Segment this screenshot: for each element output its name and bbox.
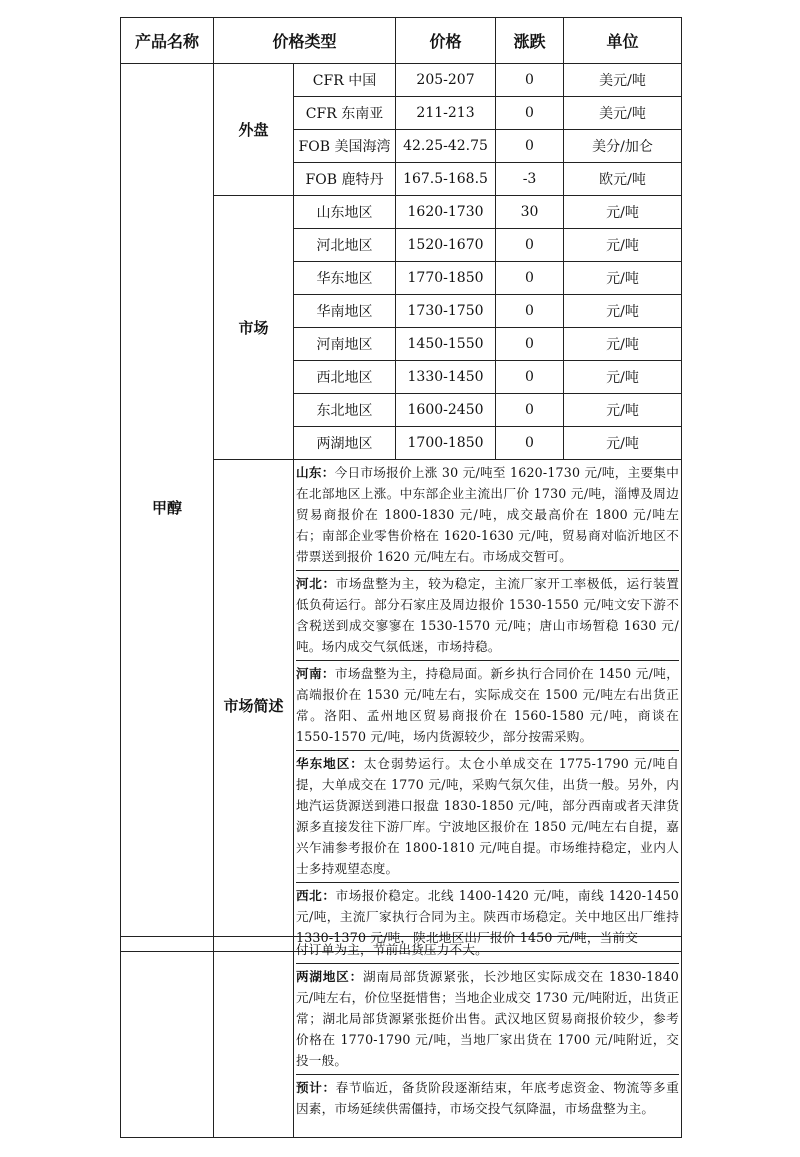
header-product-name: 产品名称 xyxy=(121,18,214,64)
unit-cell: 元/吨 xyxy=(564,262,682,295)
price-cell: 1600-2450 xyxy=(396,394,496,427)
price-cell: 205-207 xyxy=(396,64,496,97)
commentary-paragraph xyxy=(296,937,679,964)
unit-cell: 欧元/吨 xyxy=(564,163,682,196)
commentary-text: 湖南局部货源紧张，长沙地区实际成交在 1830-1840 元/吨左右，价位坚挺惜售；当地企业成交 1730 元/吨附近，出货正常；湖北局部货源紧张挺价出售。武汉地区贸易商报价较少，参考价格在 1770-1790 元/吨，当地厂家出货在 1700 元/吨附近，交投一般。 xyxy=(296,969,679,1068)
price-cell: 1330-1450 xyxy=(396,361,496,394)
unit-cell: 元/吨 xyxy=(564,196,682,229)
commentary-paragraph xyxy=(296,661,679,751)
unit-cell: 元/吨 xyxy=(564,427,682,460)
change-cell: 0 xyxy=(496,130,564,163)
change-cell: -3 xyxy=(496,163,564,196)
continuation-row xyxy=(121,937,682,1138)
unit-cell: 元/吨 xyxy=(564,295,682,328)
commentary-text: 今日市场报价上涨 30 元/吨至 1620-1730 元/吨，主要集中在北部地区上涨。中东部企业主流出厂价 1730 元/吨，淄博及周边贸易商报价在 1800-1830 元/吨，成交最高价在 1800 元/吨左右；南部企业零售价格在 1620-1630 元/吨，贸易商对临沂地区不带票送到报价 1620 元/吨左右。市场成交暂可。 xyxy=(296,465,680,564)
price-type-cell: 河北地区 xyxy=(294,229,396,262)
group-market: 市场 xyxy=(214,196,294,460)
price-type-cell: CFR 东南亚 xyxy=(294,97,396,130)
table-row xyxy=(121,64,682,97)
price-cell: 1520-1670 xyxy=(396,229,496,262)
unit-cell: 元/吨 xyxy=(564,229,682,262)
price-type-cell: 山东地区 xyxy=(294,196,396,229)
price-type-cell: CFR 中国 xyxy=(294,64,396,97)
change-cell: 0 xyxy=(496,394,564,427)
price-type-cell: 西北地区 xyxy=(294,361,396,394)
product-name-cell: 甲醇 xyxy=(121,64,214,952)
continuation-group-cell xyxy=(214,937,294,1138)
price-type-cell: 华南地区 xyxy=(294,295,396,328)
commentary-paragraph xyxy=(296,751,679,883)
price-type-cell: FOB 美国海湾 xyxy=(294,130,396,163)
price-cell: 1700-1850 xyxy=(396,427,496,460)
price-table xyxy=(120,17,682,952)
price-type-cell: 东北地区 xyxy=(294,394,396,427)
unit-cell: 元/吨 xyxy=(564,328,682,361)
unit-cell: 美元/吨 xyxy=(564,64,682,97)
continuation-table-wrap xyxy=(120,936,681,1138)
change-cell: 0 xyxy=(496,328,564,361)
price-cell: 1730-1750 xyxy=(396,295,496,328)
change-cell: 30 xyxy=(496,196,564,229)
unit-cell: 元/吨 xyxy=(564,394,682,427)
price-type-cell: 河南地区 xyxy=(294,328,396,361)
commentary-region: 预计： xyxy=(296,1080,336,1095)
change-cell: 0 xyxy=(496,97,564,130)
continuation-product-cell xyxy=(121,937,214,1138)
commentary-paragraph xyxy=(296,460,679,571)
price-cell: 211-213 xyxy=(396,97,496,130)
header-change: 涨跌 xyxy=(496,18,564,64)
commentary-region: 河北： xyxy=(296,576,336,591)
commentary-cont-list xyxy=(296,937,679,1122)
commentary-text: 付订单为主，节前出货压力不大。 xyxy=(296,942,488,957)
commentary-cell xyxy=(294,460,682,952)
continuation-table xyxy=(120,936,682,1138)
commentary-paragraph xyxy=(296,1075,679,1122)
price-cell: 167.5-168.5 xyxy=(396,163,496,196)
commentary-list xyxy=(296,460,679,951)
change-cell: 0 xyxy=(496,64,564,97)
price-cell: 1620-1730 xyxy=(396,196,496,229)
unit-cell: 美分/加仑 xyxy=(564,130,682,163)
change-cell: 0 xyxy=(496,361,564,394)
commentary-region: 山东： xyxy=(296,465,335,480)
commentary-text: 市场盘整为主，较为稳定，主流厂家开工率极低，运行装置低负荷运行。部分石家庄及周边报价 1530-1550 元/吨文安下游不含税送到成交寥寥在 1530-1570 元/吨；唐山市场暂稳 1630 元/吨。场内成交气氛低迷，市场持稳。 xyxy=(296,576,680,654)
header-price: 价格 xyxy=(396,18,496,64)
price-cell: 42.25-42.75 xyxy=(396,130,496,163)
price-cell: 1450-1550 xyxy=(396,328,496,361)
price-type-cell: FOB 鹿特丹 xyxy=(294,163,396,196)
commentary-region: 西北： xyxy=(296,888,336,903)
unit-cell: 元/吨 xyxy=(564,361,682,394)
header-row xyxy=(121,18,682,64)
price-type-cell: 华东地区 xyxy=(294,262,396,295)
price-cell: 1770-1850 xyxy=(396,262,496,295)
change-cell: 0 xyxy=(496,262,564,295)
continuation-commentary-cell xyxy=(294,937,682,1138)
change-cell: 0 xyxy=(496,295,564,328)
commentary-text: 市场报价稳定。北线 1400-1420 元/吨，南线 1420-1450 元/吨，主流厂家执行合同为主。陕西市场稳定。关中地区出厂维持 1330-1370 元/吨，陕北地区出厂报价 1450 元/吨，当前交 xyxy=(296,888,680,945)
commentary-text: 春节临近，备货阶段逐渐结束，年底考虑资金、物流等多重因素，市场延续供需僵持，市场交投气氛降温，市场盘整为主。 xyxy=(296,1080,679,1116)
commentary-region: 两湖地区： xyxy=(296,969,363,984)
price-type-cell: 两湖地区 xyxy=(294,427,396,460)
commentary-text: 市场盘整为主，持稳局面。新乡执行合同价在 1450 元/吨，高端报价在 1530 元/吨左右，实际成交在 1500 元/吨左右出货正常。洛阳、孟州地区贸易商报价在 1560-1580 元/吨，商谈在 1550-1570 元/吨，场内货源较少，部分按需采购。 xyxy=(296,666,680,744)
commentary-region: 河南： xyxy=(296,666,335,681)
unit-cell: 美元/吨 xyxy=(564,97,682,130)
commentary-paragraph xyxy=(296,964,679,1075)
group-outer: 外盘 xyxy=(214,64,294,196)
header-unit: 单位 xyxy=(564,18,682,64)
commentary-paragraph xyxy=(296,571,679,661)
group-commentary: 市场简述 xyxy=(214,460,294,952)
header-price-type: 价格类型 xyxy=(214,18,396,64)
change-cell: 0 xyxy=(496,229,564,262)
change-cell: 0 xyxy=(496,427,564,460)
commentary-region: 华东地区： xyxy=(296,756,364,771)
commentary-text: 太仓弱势运行。太仓小单成交在 1775-1790 元/吨自提，大单成交在 1770 元/吨，采购气氛欠佳，出货一般。另外，内地汽运货源送到港口报盘 1830-1850 元/吨，部分西南或者天津货源多直接发往下游厂库。宁波地区报价在 1850 元/吨左右自提，嘉兴乍浦参考报价在 1800-1810 元/吨自提。市场维持稳定，业内人士多持观望态度。 xyxy=(296,756,680,876)
